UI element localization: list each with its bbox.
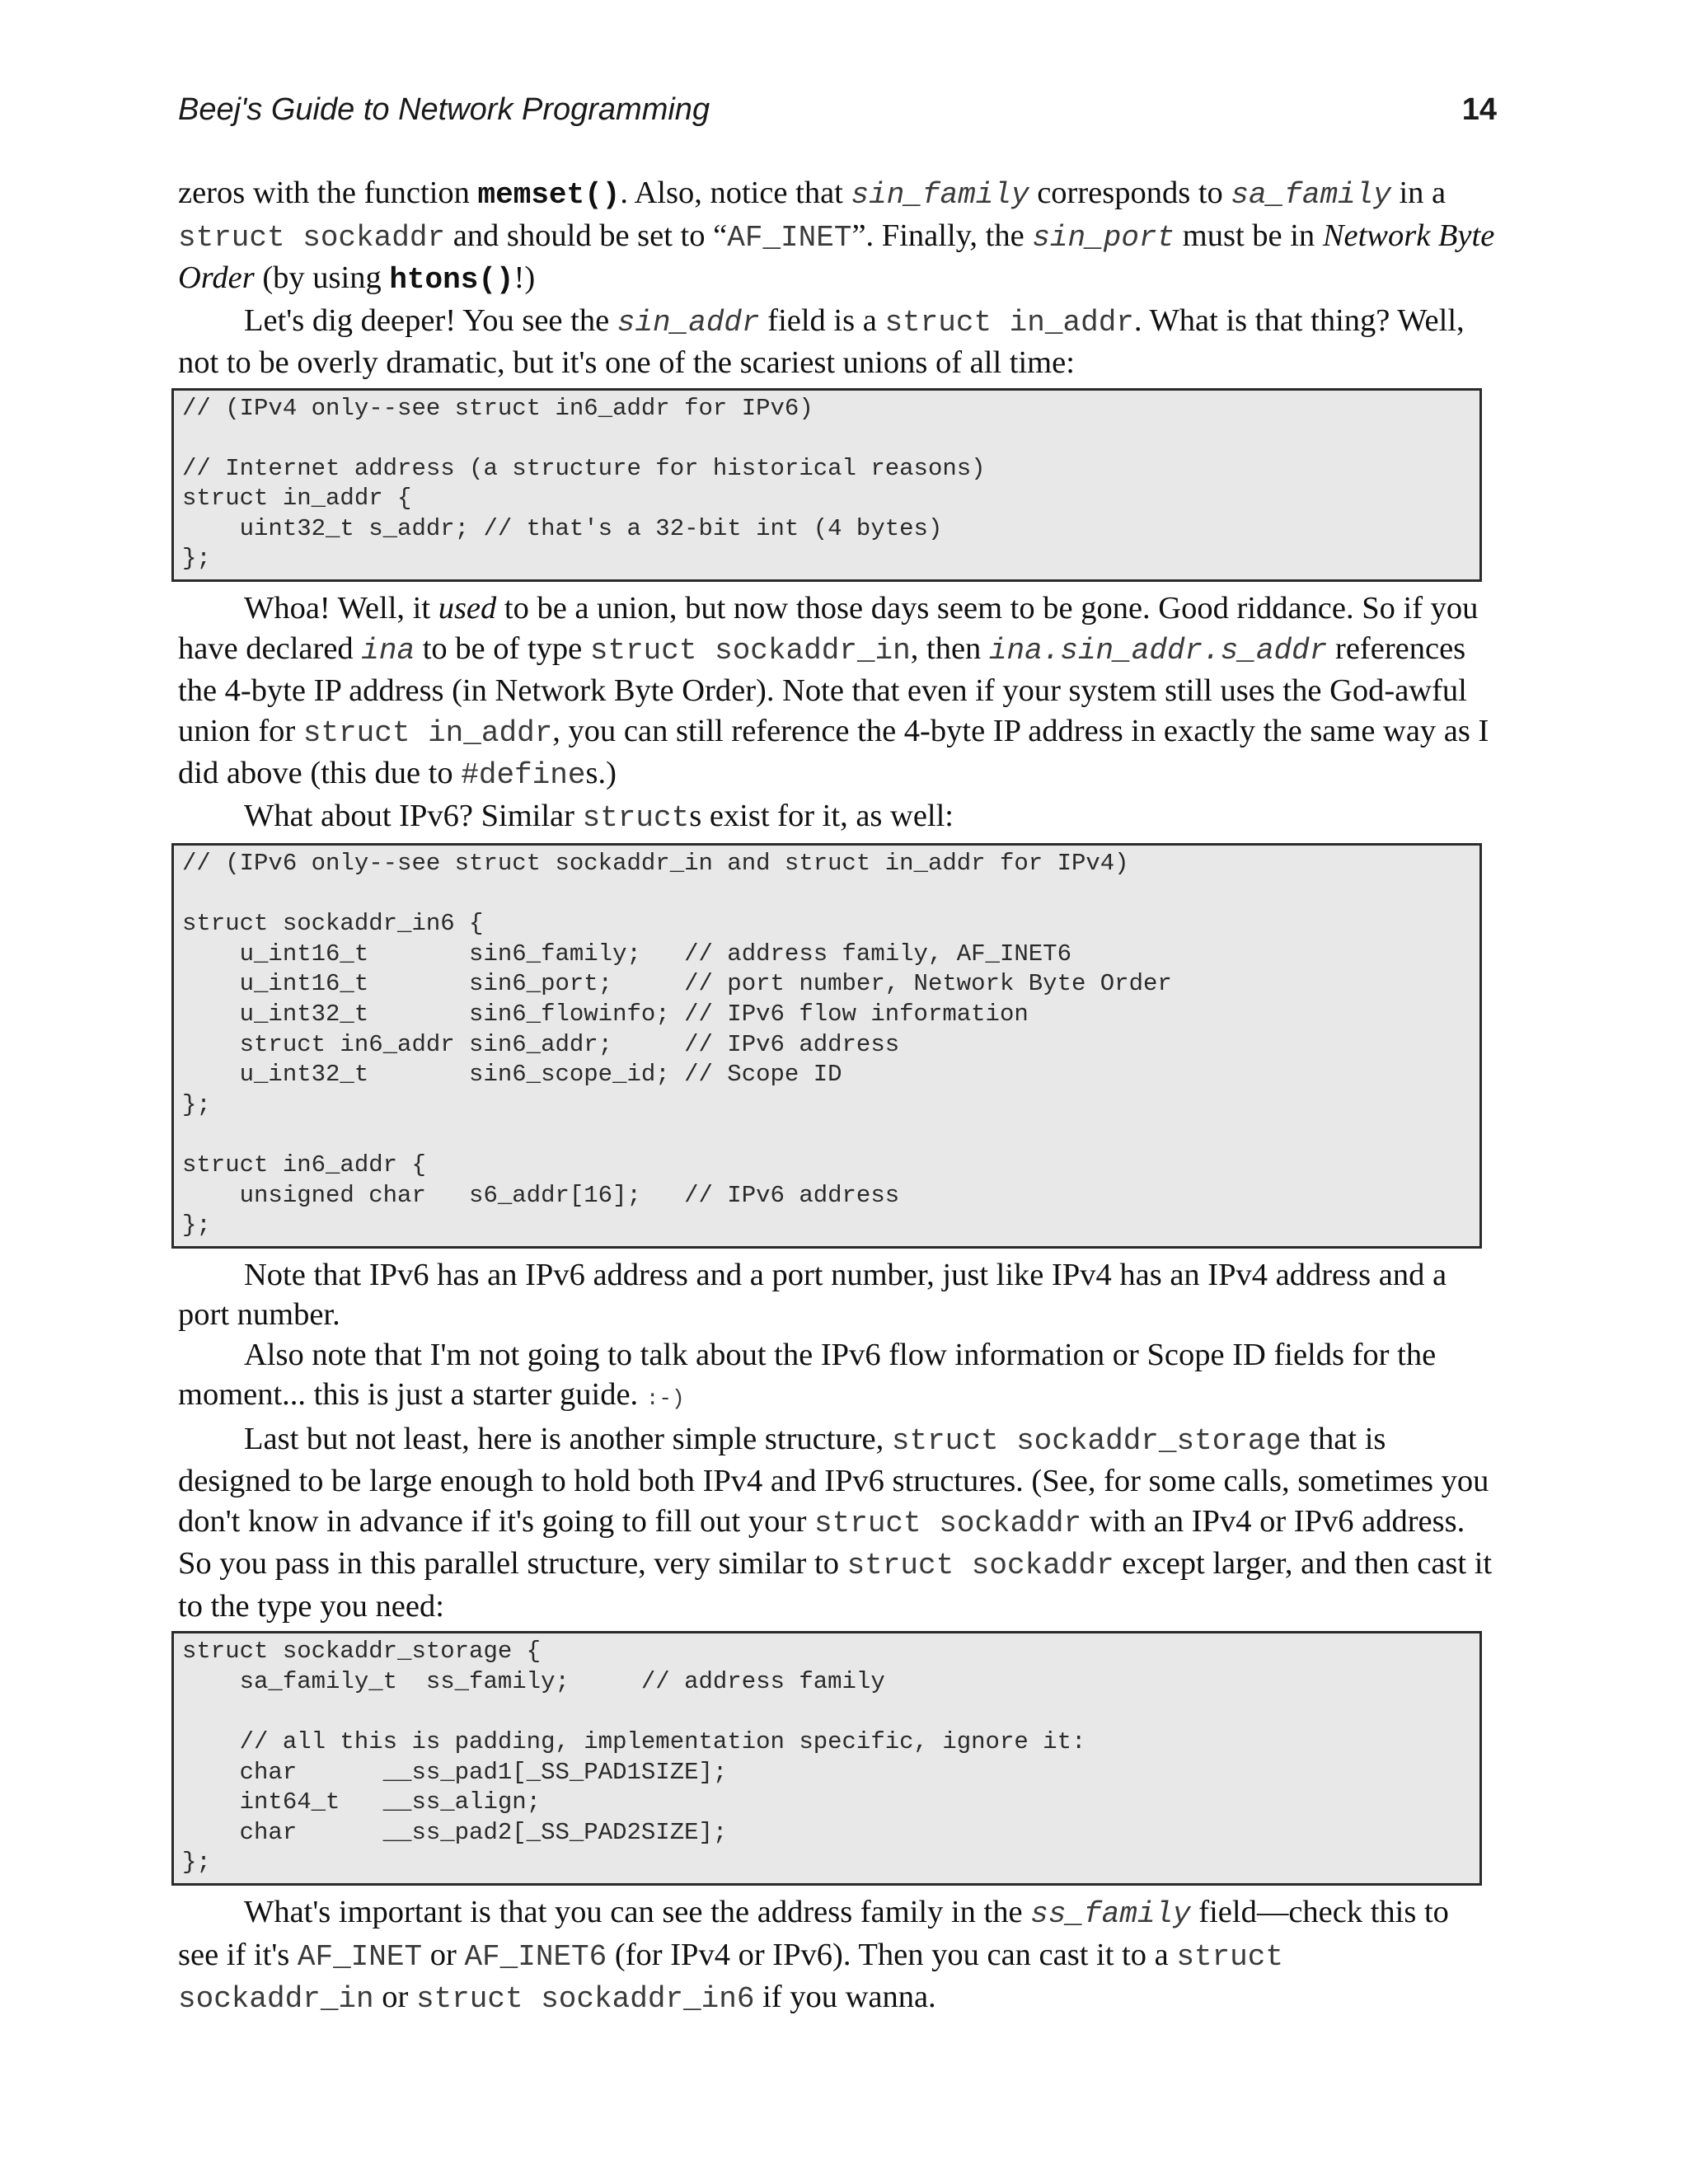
- emphasis-used: used: [438, 591, 497, 626]
- code-block-in-addr: // (IPv4 only--see struct in6_addr for IPv6) // Internet address (a structure for historical reasons) struct in_addr { uint32_t s_addr; // that's a 32-bit int (4 bytes) };: [171, 388, 1482, 583]
- code-htons: htons(): [389, 263, 514, 297]
- code-sa-family: sa_family: [1231, 178, 1391, 212]
- page-header: [178, 92, 1497, 138]
- code-ina: ina: [361, 633, 415, 668]
- code-ina-path: ina.sin_addr.s_addr: [988, 633, 1328, 668]
- code-af-inet6: AF_INET6: [464, 1939, 607, 1974]
- code-sin-addr: sin_addr: [617, 305, 760, 340]
- code-af-inet: AF_INET: [727, 220, 852, 255]
- running-title: Beej's Guide to Network Programming: [178, 92, 710, 127]
- paragraph-6: Also note that I'm not going to talk about the IPv6 flow information or Scope ID fields for the moment... this is just a starter guide. :-): [178, 1337, 1437, 1413]
- paragraph-8: What's important is that you can see the address family in the ss_family field—check this to see if it's AF_INET or AF_INET6 (for IPv4 or IPv6). Then you can cast it to a struct sockaddr_in or struct sockaddr_in6 if you wanna.: [178, 1895, 1449, 2017]
- code-block-sockaddr-storage: struct sockaddr_storage { sa_family_t ss_family; // address family // all this is padding, implementation specific, ignore it: char __ss_pad1[_SS_PAD1SIZE]; int64_t __ss_align; char __ss_pad2[_SS_PAD2SIZE]; };: [171, 1631, 1482, 1886]
- code-struct-sockaddr-storage: struct sockaddr_storage: [891, 1423, 1301, 1458]
- code-struct-sockaddr-in: struct sockaddr_in: [178, 1939, 1283, 2017]
- code-block-sockaddr-in6: // (IPv6 only--see struct sockaddr_in and struct in_addr for IPv4) struct sockaddr_in6 { u_int16_t sin6_family; // address family, AF_INET6 u_int16_t sin6_port; // port number, Network Byte Order u_int32_t sin6_flowinfo; // IPv6 flow information struct in6_addr sin6_addr; // IPv6 address u_int32_t sin6_scope_id; // Scope ID }; struct in6_addr { unsigned char s6_addr[16]; // IPv6 address };: [171, 843, 1482, 1249]
- code-sin-family: sin_family: [851, 178, 1029, 212]
- code-struct-in-addr: struct in_addr: [302, 715, 553, 750]
- code-define: #define: [461, 758, 586, 793]
- page-body: [178, 173, 1497, 2020]
- code-memset: memset(): [477, 178, 621, 212]
- code-struct: struct: [582, 800, 690, 835]
- paragraph-4: What about IPv6? Similar structs exist for it, as well:: [244, 798, 954, 835]
- term-network-byte-order: Network Byte Order: [178, 218, 1495, 295]
- paragraph-5: Note that IPv6 has an IPv6 address and a port number, just like IPv4 has an IPv4 address and a port number.: [178, 1257, 1447, 1333]
- code-struct-sockaddr-in: struct sockaddr_in: [589, 633, 911, 668]
- code-ss-family: ss_family: [1030, 1897, 1191, 1932]
- code-struct-sockaddr: struct sockaddr: [814, 1506, 1082, 1540]
- code-struct-sockaddr: struct sockaddr: [846, 1549, 1114, 1583]
- code-struct-sockaddr: struct sockaddr: [178, 220, 446, 255]
- paragraph-3: Whoa! Well, it used to be a union, but now those days seem to be gone. Good riddance. So if you have declared ina to be of type struct sockaddr_in, then ina.sin_addr.s_addr references the 4-byte IP address (in Network Byte Order). Note that even if your system still uses the God-awful union for struct in_addr, you can still reference the 4-byte IP address in exactly the same way as I did above (this due to #defines.): [178, 591, 1489, 793]
- code-smiley: :-): [645, 1386, 685, 1412]
- paragraph-7: Last but not least, here is another simple structure, struct sockaddr_storage that is designed to be large enough to hold both IPv4 and IPv6 structures. (See, for some calls, sometimes you don't know in advance if it's going to fill out your struct sockaddr with an IPv4 or IPv6 address. So you pass in this parallel structure, very similar to struct sockaddr except larger, and then cast it to the type you need:: [178, 1421, 1493, 1624]
- paragraph-2: Let's dig deeper! You see the sin_addr field is a struct in_addr. What is that thing? Well, not to be overly dramatic, but it's one of the scariest unions of all time:: [178, 302, 1465, 380]
- page-number: 14: [1461, 92, 1497, 127]
- code-sin-port: sin_port: [1032, 220, 1175, 255]
- code-struct-in-addr: struct in_addr: [884, 305, 1134, 340]
- code-af-inet: AF_INET: [297, 1939, 423, 1974]
- paragraph-1: zeros with the function memset(). Also, notice that sin_family corresponds to sa_family in a struct sockaddr and should be set to “AF_INET”. Finally, the sin_port must be in Network Byte Order (by using htons()!): [178, 176, 1495, 297]
- code-struct-sockaddr-in6: struct sockaddr_in6: [415, 1982, 755, 2017]
